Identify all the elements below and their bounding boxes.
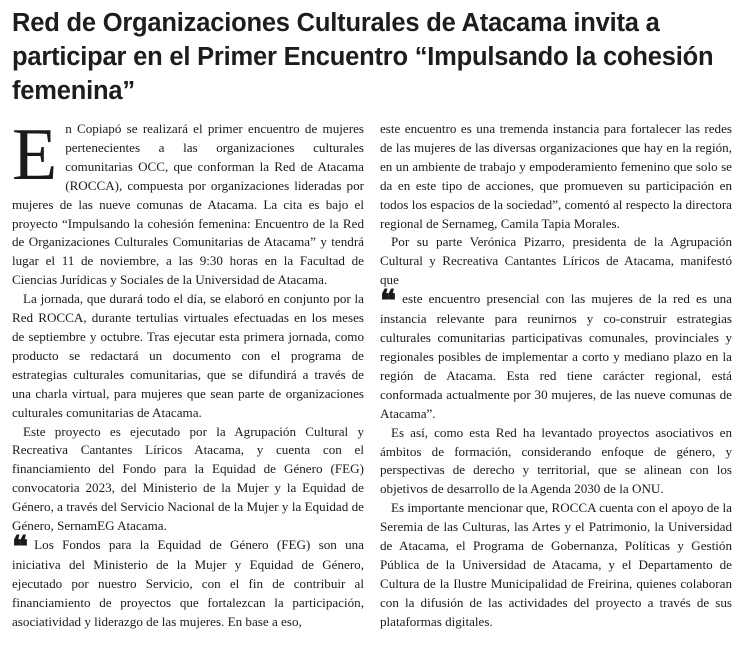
paragraph: este encuentro es una tremenda instancia para fortalecer las redes de las mujeres de las diversas organizaciones que hay en la región, en un ambiente de trabajo y empoderamiento femenino que solo se da en este tipo de acciones, que promueven su participación en todos los espacios de la sociedad”, comentó al respecto la directora regional de Sernameg, Camila Tapia Morales.	[380, 121, 732, 231]
column-left	[12, 114, 364, 645]
column-right	[380, 120, 732, 645]
quote-mark-icon: ❝	[12, 530, 29, 564]
paragraph: Es así, como esta Red ha levantado proyectos asociativos en ámbitos de formación, considerando enfoque de género, y perspectivas de derecho y territorial, que se alinean con los objetivos de desarrollo de la Agenda 2030 de la ONU.	[380, 424, 732, 497]
paragraph: Es importante mencionar que, ROCCA cuenta con el apoyo de la Seremia de las Culturas, las Artes y el Patrimonio, la Universidad de Atacama, el Programa de Gobernanza, Políticas y Gestión Pública de la Universidad de Atacama, y el Departamento de Cultura de la Ilustre Municipalidad de Freirina, quienes colaboran con la difusión de las actividades del proyecto a través de sus plataformas digitales.	[380, 500, 732, 629]
paragraph: La jornada, que durará todo el día, se elaboró en conjunto por la Red ROCCA, durante tertulias virtuales efectuadas en los meses de septiembre y octubre. Tras ejecutar esta primera jornada, como producto se redactará un documento con el programa de estrategias culturales comunitarias, que se difundirá a través de una charla virtual, para mujeres que sean parte de organizaciones culturales comunitarias de Atacama.	[12, 291, 364, 420]
paragraph-intro-text: n Copiapó se realizará el primer encuentro de mujeres pertenecientes a las organizaciones culturales comunitarias OCC, que conforman la Red de Atacama (ROCCA), compuesta por organizaciones lideradas por mujeres de las nueve comunas de Atacama. La cita es bajo el proyecto “Impulsando la cohesión femenina: Encuentro de la Red de Organizaciones Culturales Comunitarias de Atacama” y tendrá lugar el 11 de noviembre, a las 9:30 horas en la Facultad de Ciencias Jurídicas y Sociales de la Universidad de Atacama.	[12, 121, 364, 288]
quote-block	[12, 530, 364, 632]
quote-block	[380, 285, 732, 423]
quote-text: este encuentro presencial con las mujeres de la red es una instancia relevante para reunirnos y co-construir estrategias culturales comunitarias participativas comunales, provinciales y regionales posibles de implementar a corto y mediano plazo en la región de Atacama. Esta red tiene carácter regional, está conformada actualmente por 30 mujeres, de las nueve comunas de Atacama”.	[380, 291, 732, 421]
drop-cap: E	[12, 114, 58, 196]
paragraph-intro	[12, 114, 364, 290]
quote-paragraph	[380, 285, 732, 423]
quote-text: Los Fondos para la Equidad de Género (FEG) son una iniciativa del Ministerio de la Mujer y Equidad de Género, ejecutado por nuestro Servicio, con el fin de contribuir al financiamiento de proyectos que fortalezcan la participación, asociatividad y liderazgo de las mujeres. En base a eso,	[12, 536, 364, 629]
article-body	[12, 114, 732, 645]
article-headline: Red de Organizaciones Culturales de Atacama invita a participar en el Primer Encuentro “Impulsando la cohesión femenina”	[12, 9, 714, 105]
paragraph: Por su parte Verónica Pizarro, presidenta de la Agrupación Cultural y Recreativa Cantantes Líricos de Atacama, manifestó que	[380, 234, 732, 288]
quote-paragraph	[12, 530, 364, 632]
quote-mark-icon: ❝	[380, 285, 397, 319]
paragraph: Este proyecto es ejecutado por la Agrupación Cultural y Recreativa Cantantes Líricos Atacama, y cuenta con el financiamiento del Fondo para la Equidad de Género (FEG) convocatoria 2023, del Ministerio de la Mujer y la Equidad de Género, a través del Servicio Nacional de la Mujer y la Equidad de Género, SernamEG Atacama.	[12, 423, 364, 534]
